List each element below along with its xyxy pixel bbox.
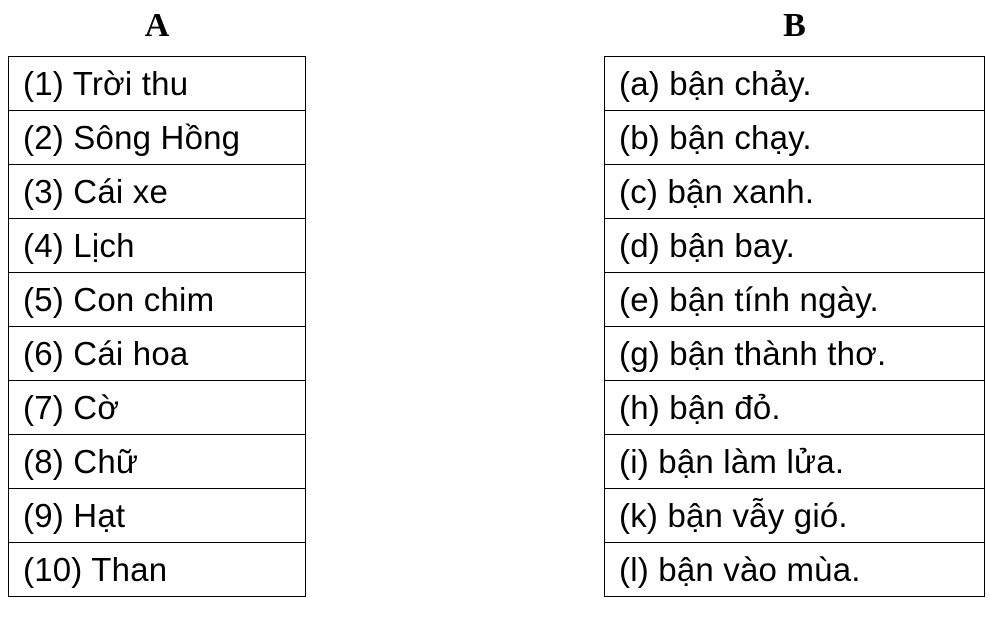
column-a-item: (2) Sông Hồng bbox=[9, 111, 306, 165]
column-b-item: (e) bận tính ngày. bbox=[605, 273, 985, 327]
column-b-item: (k) bận vẫy gió. bbox=[605, 489, 985, 543]
column-a-item: (6) Cái hoa bbox=[9, 327, 306, 381]
column-b-item: (h) bận đỏ. bbox=[605, 381, 985, 435]
column-a-item: (1) Trời thu bbox=[9, 57, 306, 111]
column-a-table bbox=[8, 56, 306, 597]
column-a-item: (8) Chữ bbox=[9, 435, 306, 489]
column-a-header: A bbox=[144, 7, 170, 44]
column-a-item: (10) Than bbox=[9, 543, 306, 597]
table-row bbox=[9, 111, 306, 165]
table-row bbox=[9, 219, 306, 273]
column-b-item: (i) bận làm lửa. bbox=[605, 435, 985, 489]
table-row bbox=[9, 327, 306, 381]
table-row bbox=[605, 273, 985, 327]
table-row bbox=[605, 489, 985, 543]
column-b-header: B bbox=[783, 7, 806, 44]
table-row bbox=[605, 219, 985, 273]
column-b-item: (c) bận xanh. bbox=[605, 165, 985, 219]
column-a-item: (3) Cái xe bbox=[9, 165, 306, 219]
column-b-item: (g) bận thành thơ. bbox=[605, 327, 985, 381]
table-row bbox=[605, 435, 985, 489]
column-a-item: (5) Con chim bbox=[9, 273, 306, 327]
column-a-item: (4) Lịch bbox=[9, 219, 306, 273]
table-row bbox=[9, 381, 306, 435]
column-b-item: (a) bận chảy. bbox=[605, 57, 985, 111]
table-row bbox=[9, 543, 306, 597]
table-row bbox=[9, 165, 306, 219]
table-row bbox=[9, 273, 306, 327]
table-row bbox=[9, 435, 306, 489]
column-a-item: (7) Cờ bbox=[9, 381, 306, 435]
table-row bbox=[605, 327, 985, 381]
table-row bbox=[9, 57, 306, 111]
table-row bbox=[9, 489, 306, 543]
column-b-item: (b) bận chạy. bbox=[605, 111, 985, 165]
table-row bbox=[605, 165, 985, 219]
table-row bbox=[605, 381, 985, 435]
column-b-item: (d) bận bay. bbox=[605, 219, 985, 273]
table-row bbox=[605, 57, 985, 111]
column-a-item: (9) Hạt bbox=[9, 489, 306, 543]
table-row bbox=[605, 111, 985, 165]
column-b-item: (l) bận vào mùa. bbox=[605, 543, 985, 597]
table-row bbox=[605, 543, 985, 597]
column-b-table bbox=[604, 56, 985, 597]
